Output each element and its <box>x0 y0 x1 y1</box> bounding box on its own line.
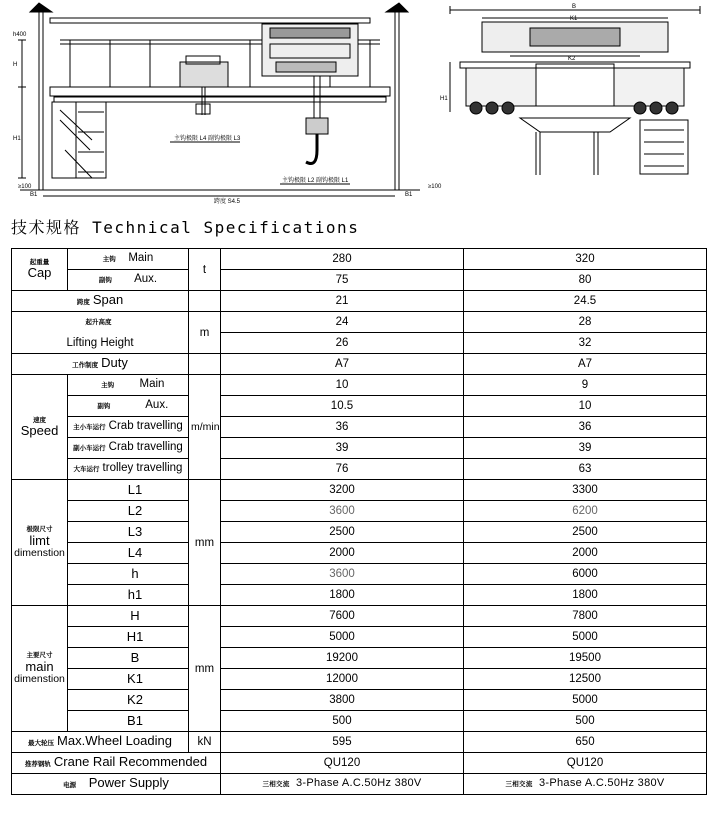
dim-label-h: H <box>13 62 18 68</box>
limit-v2-1: 6200 <box>464 501 707 522</box>
lifting-r1-v2: 28 <box>464 312 707 333</box>
dim-label-b1-right: B1 <box>405 192 413 198</box>
table-row <box>12 732 707 753</box>
main-dim-key-2: B <box>68 648 189 669</box>
dim-label-l3-l4: 主钩极限 L4 副钩极限 L3 <box>174 136 241 142</box>
limit-v2-0: 3300 <box>464 480 707 501</box>
speed-main-label: 主钩 Main <box>68 375 189 396</box>
table-row <box>12 648 707 669</box>
table-row <box>12 480 707 501</box>
limit-v1-1: 3600 <box>221 501 464 522</box>
limit-v1-2: 2500 <box>221 522 464 543</box>
limit-key-5: h1 <box>68 585 189 606</box>
lifting-r1-v1: 24 <box>221 312 464 333</box>
speed-aux-v2: 10 <box>464 396 707 417</box>
dim-label-b1-left: B1 <box>30 192 38 198</box>
table-row <box>12 585 707 606</box>
main-dim-v1-1: 5000 <box>221 627 464 648</box>
speed-trolley-v1: 76 <box>221 459 464 480</box>
table-row <box>12 333 707 354</box>
main-dim-key-4: K2 <box>68 690 189 711</box>
speed-main-v2: 9 <box>464 375 707 396</box>
limit-v2-4: 6000 <box>464 564 707 585</box>
main-dim-unit: mm <box>189 606 221 732</box>
limit-v1-3: 2000 <box>221 543 464 564</box>
duty-unit-blank <box>189 354 221 375</box>
lifting-r2-v2: 32 <box>464 333 707 354</box>
main-dim-key-0: H <box>68 606 189 627</box>
speed-aux-v1: 10.5 <box>221 396 464 417</box>
main-dim-key-5: B1 <box>68 711 189 732</box>
table-row <box>12 711 707 732</box>
lifting-unit: m <box>189 312 221 354</box>
rail-v1: QU120 <box>221 753 464 774</box>
main-dim-v2-2: 19500 <box>464 648 707 669</box>
table-row <box>12 669 707 690</box>
power-label: 电源 Power Supply <box>12 774 221 795</box>
speed-crab2-label: 副小车运行 Crab travelling <box>68 438 189 459</box>
table-row <box>12 690 707 711</box>
table-row <box>12 606 707 627</box>
power-v1: 三相交流 3-Phase A.C.50Hz 380V <box>221 774 464 795</box>
main-dim-v1-0: 7600 <box>221 606 464 627</box>
span-unit-blank <box>189 291 221 312</box>
duty-v2: A7 <box>464 354 707 375</box>
wheel-v1: 595 <box>221 732 464 753</box>
table-row <box>12 564 707 585</box>
speed-trolley-v2: 63 <box>464 459 707 480</box>
dim-label-h1: H1 <box>13 136 21 142</box>
cap-label: 起重量 Cap <box>12 249 68 291</box>
wheel-label: 最大轮压 Max.Wheel Loading <box>12 732 189 753</box>
main-dim-v1-4: 3800 <box>221 690 464 711</box>
table-row <box>12 627 707 648</box>
limit-key-4: h <box>68 564 189 585</box>
speed-main-v1: 10 <box>221 375 464 396</box>
main-dim-v1-5: 500 <box>221 711 464 732</box>
main-dim-v2-3: 12500 <box>464 669 707 690</box>
limit-key-1: L2 <box>68 501 189 522</box>
limit-v1-5: 1800 <box>221 585 464 606</box>
duty-label: 工作制度 Duty <box>12 354 189 375</box>
speed-aux-label: 副钩 Aux. <box>68 396 189 417</box>
table-row <box>12 501 707 522</box>
main-dim-label: 主要尺寸 main dimenstion <box>12 606 68 732</box>
table-row <box>12 249 707 270</box>
limit-v2-5: 1800 <box>464 585 707 606</box>
speed-crab1-label: 主小车运行 Crab travelling <box>68 417 189 438</box>
limit-v1-4: 3600 <box>221 564 464 585</box>
span-v2: 24.5 <box>464 291 707 312</box>
main-dim-v1-3: 12000 <box>221 669 464 690</box>
lifting-r2-v1: 26 <box>221 333 464 354</box>
limit-v2-3: 2000 <box>464 543 707 564</box>
limit-unit: mm <box>189 480 221 606</box>
speed-crab2-v1: 39 <box>221 438 464 459</box>
duty-v1: A7 <box>221 354 464 375</box>
speed-label: 速度 Speed <box>12 375 68 480</box>
limit-v2-2: 2500 <box>464 522 707 543</box>
lifting-label-cn: 起升高度 <box>12 312 189 333</box>
wheel-unit: kN <box>189 732 221 753</box>
table-row <box>12 375 707 396</box>
spec-table <box>11 248 707 795</box>
span-v1: 21 <box>221 291 464 312</box>
dim-label-100-left: ≥100 <box>18 184 32 190</box>
table-row <box>12 774 707 795</box>
speed-unit: m/min <box>189 375 221 480</box>
wheel-v2: 650 <box>464 732 707 753</box>
crane-drawing-svg <box>0 0 717 206</box>
cap-unit: t <box>189 249 221 291</box>
rail-v2: QU120 <box>464 753 707 774</box>
dim-label-b: B <box>572 4 577 10</box>
crane-drawing <box>0 0 717 206</box>
dim-label-span: 跨度 S4.5 <box>214 199 241 205</box>
main-dim-v2-4: 5000 <box>464 690 707 711</box>
table-row <box>12 417 707 438</box>
span-label: 跨度 Span <box>12 291 189 312</box>
speed-crab1-v1: 36 <box>221 417 464 438</box>
table-row <box>12 522 707 543</box>
main-dim-v2-0: 7800 <box>464 606 707 627</box>
speed-crab1-v2: 36 <box>464 417 707 438</box>
dim-label-k1: K1 <box>570 16 578 22</box>
table-row <box>12 354 707 375</box>
table-row <box>12 396 707 417</box>
dim-label-h400: h400 <box>13 32 27 38</box>
limit-label: 极限尺寸 limt dimenstion <box>12 480 68 606</box>
table-row <box>12 312 707 333</box>
limit-key-2: L3 <box>68 522 189 543</box>
main-dim-key-3: K1 <box>68 669 189 690</box>
table-row <box>12 291 707 312</box>
table-row <box>12 270 707 291</box>
cap-aux-v1: 75 <box>221 270 464 291</box>
cap-aux-label: 副钩 Aux. <box>68 270 189 291</box>
dim-label-h1-side: H1 <box>440 96 448 102</box>
lifting-label-en: Lifting Height <box>12 333 189 354</box>
dim-label-100-right: ≥100 <box>428 184 442 190</box>
limit-v1-0: 3200 <box>221 480 464 501</box>
cap-aux-v2: 80 <box>464 270 707 291</box>
speed-crab2-v2: 39 <box>464 438 707 459</box>
main-dim-v2-5: 500 <box>464 711 707 732</box>
table-row <box>12 459 707 480</box>
main-dim-v2-1: 5000 <box>464 627 707 648</box>
table-row <box>12 438 707 459</box>
main-dim-v1-2: 19200 <box>221 648 464 669</box>
cap-main-v2: 320 <box>464 249 707 270</box>
dim-label-l2-l1: 主钩极限 L2 副钩极限 L1 <box>282 178 349 184</box>
main-dim-key-1: H1 <box>68 627 189 648</box>
cap-main-label: 主钩 Main <box>68 249 189 270</box>
limit-key-3: L4 <box>68 543 189 564</box>
limit-key-0: L1 <box>68 480 189 501</box>
power-v2: 三相交流 3-Phase A.C.50Hz 380V <box>464 774 707 795</box>
section-title: 技术规格 Technical Specifications <box>11 218 360 237</box>
table-row <box>12 543 707 564</box>
dim-label-k2: K2 <box>568 56 576 62</box>
table-row <box>12 753 707 774</box>
cap-main-v1: 280 <box>221 249 464 270</box>
rail-label: 推荐钢轨 Crane Rail Recommended <box>12 753 221 774</box>
speed-trolley-label: 大车运行 trolley travelling <box>68 459 189 480</box>
